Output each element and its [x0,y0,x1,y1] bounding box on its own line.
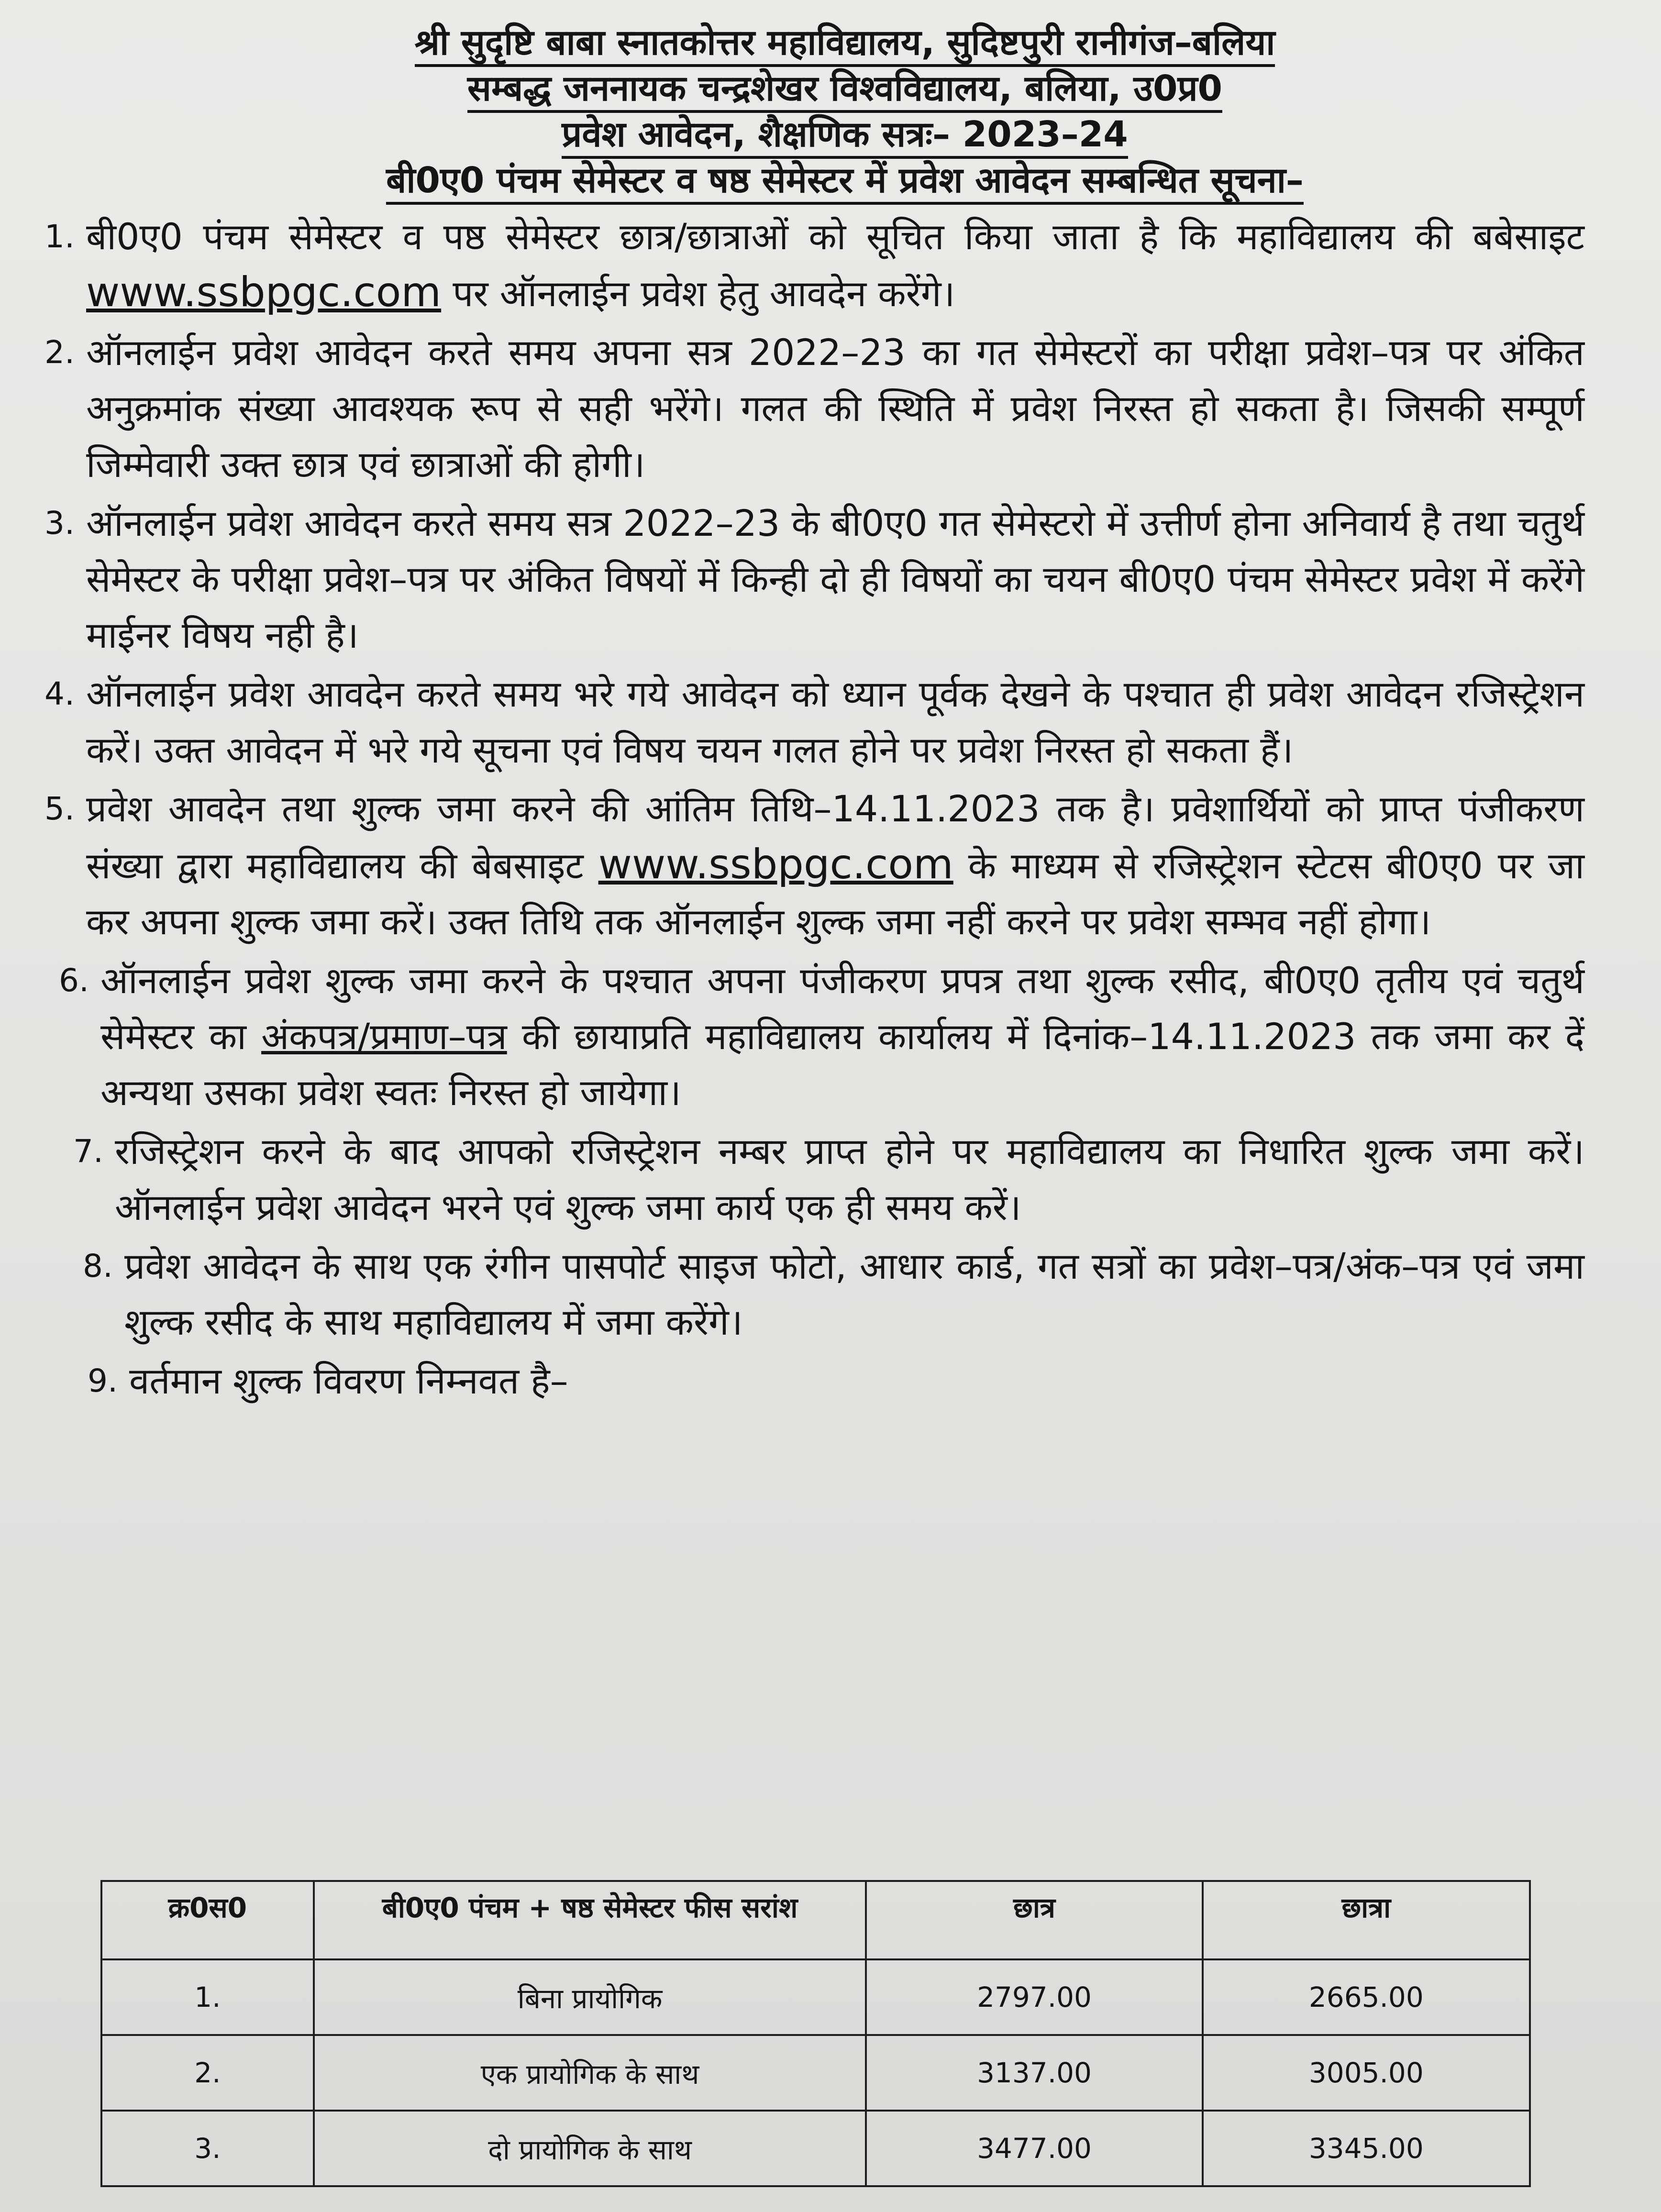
point-text-part: बी0ए0 पंचम सेमेस्टर व पष्ठ सेमेस्टर छात्र/छात्राओं को सूचित किया जाता है कि महाविद्यालय की बबेसाइट [86,215,1584,258]
fee-table [100,1880,1531,2187]
notice-point [29,781,1584,950]
serial-cell: 1. [101,1959,314,2035]
female-fee-cell: 3005.00 [1203,2035,1530,2111]
point-text: रजिस्ट्रेशन करने के बाद आपको रजिस्ट्रेशन नम्बर प्राप्त होने पर महाविद्यालय का निधारित शुल्क जमा करें। ऑनलाईन प्रवेश आवेदन भरने एवं शुल्क जमा कार्य एक ही समय करें। [115,1130,1584,1228]
male-fee-cell: 2797.00 [866,1959,1202,2035]
notice-point [29,495,1584,663]
session-text: प्रवेश आवेदन, शैक्षणिक सत्रः– 2023–24 [562,114,1128,159]
point-number: 8. [83,1248,113,1284]
female-fee-cell: 3345.00 [1203,2111,1530,2186]
point-text-part: प्रवेश आवदेन तथा शुल्क जमा करने की आंतिम तिथि–14.11.2023 तक है। प्रवेशार्थियों को प्राप्त पंजीकरण संख्या द्वारा महाविद्यालय की बेबसाइट [86,787,1584,887]
point-text: वर्तमान शुल्क विवरण निम्नवत है– [129,1360,568,1402]
notice-point [29,324,1584,492]
point-text [86,781,1584,950]
female-fee-cell: 2665.00 [1203,1959,1530,2035]
point-number: 4. [44,675,75,712]
point-text-part: के माध्यम से रजिस्ट्रेशन स्टेटस बी0ए0 पर जा कर अपना शुल्क जमा करें। उक्त तिथि तक ऑनलाईन शुल्क जमा नहीं करने पर प्रवेश सम्भव नहीं होगा। [86,844,1584,943]
point-text: ऑनलाईन प्रवेश आवेदन करते समय अपना सत्र 2022–23 का गत सेमेस्टरों का परीक्षा प्रवेश–पत्र पर अंकित अनुक्रमांक संख्या आवश्यक रूप से सही भरेंगे। गलत की स्थिति में प्रवेश निरस्त हो सकता है। जिसकी सम्पूर्ण जिम्मेवारी उक्त छात्र एवं छात्राओं की होगी। [86,331,1584,486]
serial-cell: 2. [101,2035,314,2111]
website-link[interactable]: www.ssbpgc.com [86,268,442,316]
point-number: 2. [44,334,75,371]
male-fee-cell: 3137.00 [866,2035,1202,2111]
notice-header [172,22,1517,201]
serial-cell: 3. [101,2111,314,2186]
website-link[interactable]: www.ssbpgc.com [598,841,953,888]
notice-point [29,1238,1584,1350]
table-row [101,2035,1530,2111]
point-text: ऑनलाईन प्रवेश आवेदन करते समय सत्र 2022–23 के बी0ए0 गत सेमेस्टरो में उत्तीर्ण होना अनिवार्य है तथा चतुर्थ सेमेस्टर के परीक्षा प्रवेश–पत्र पर अंकित विषयों में किन्ही दो ही विषयों का चयन बी0ए0 पंचम सेमेस्टर प्रवेश में करेंगे माईनर विषय नही है। [86,502,1585,656]
column-header-female-students: छात्रा [1203,1881,1530,1959]
table-row [101,2111,1530,2186]
notice-point [29,1353,1584,1409]
college-name [172,22,1517,63]
point-text: प्रवेश आवेदन के साथ एक रंगीन पासपोर्ट साइज फोटो, आधार कार्ड, गत सत्रों का प्रवेश–पत्र/अंक–पत्र एवं जमा शुल्क रसीद के साथ महाविद्यालय में जमा करेंगे। [124,1245,1584,1343]
point-text-part: ऑनलाईन प्रवेश शुल्क जमा करने के पश्चात अपना पंजीकरण प्रपत्र तथा शुल्क रसीद, बी0ए0 तृतीय एवं चतुर्थ सेमेस्टर का [100,959,1584,1058]
point-number: 7. [73,1133,103,1170]
male-fee-cell: 3477.00 [866,2111,1202,2186]
description-cell: बिना प्रायोगिक [314,1959,866,2035]
notice-point [29,1123,1584,1235]
table-row [101,1959,1530,2035]
description-cell: दो प्रायोगिक के साथ [314,2111,866,2186]
point-number: 5. [44,790,75,827]
underlined-text: अंकपत्र/प्रमाण–पत्र [261,1015,507,1058]
point-number: 6. [59,962,89,999]
column-header-male-students: छात्र [866,1881,1202,1959]
point-text-part: पर ऑनलाईन प्रवेश हेतु आवदेन करेंगे। [441,272,955,315]
notice-subject [172,160,1517,201]
notice-points [29,209,1584,1409]
notice-point [29,209,1584,321]
point-number: 9. [88,1362,118,1399]
description-cell: एक प्रायोगिक के साथ [314,2035,866,2111]
point-text [100,952,1584,1120]
affiliation-line [172,68,1517,109]
session-line [172,114,1517,155]
point-text-part: की छायाप्रति महाविद्यालय कार्यालय में दिनांक–14.11.2023 तक जमा कर दें अन्यथा उसका प्रवेश स्वतः निरस्त हो जायेगा। [100,1015,1584,1114]
notice-point [29,666,1584,778]
affiliation-text: सम्बद्ध जननायक चन्द्रशेखर विश्वविद्यालय, बलिया, उ0प्र0 [467,68,1222,113]
point-number: 3. [44,505,75,542]
point-text [86,209,1584,321]
notice-subject-text: बी0ए0 पंचम सेमेस्टर व षष्ठ सेमेस्टर में प्रवेश आवेदन सम्बन्धित सूचना– [386,160,1304,205]
fee-table-header-row [101,1881,1530,1959]
column-header-description: बी0ए0 पंचम + षष्ठ सेमेस्टर फीस सरांश [314,1881,866,1959]
point-number: 1. [44,218,75,255]
point-text: ऑनलाईन प्रवेश आवदेन करते समय भरे गये आवेदन को ध्यान पूर्वक देखने के पश्चात ही प्रवेश आवेदन रजिस्ट्रेशन करें। उक्त आवेदन में भरे गये सूचना एवं विषय चयन गलत होने पर प्रवेश निरस्त हो सकता हैं। [86,673,1584,771]
column-header-serial: क्र0स0 [101,1881,314,1959]
college-name-text: श्री सुदृष्टि बाबा स्नातकोत्तर महाविद्यालय, सुदिष्टपुरी रानीगंज–बलिया [415,22,1275,67]
notice-point [29,952,1584,1120]
